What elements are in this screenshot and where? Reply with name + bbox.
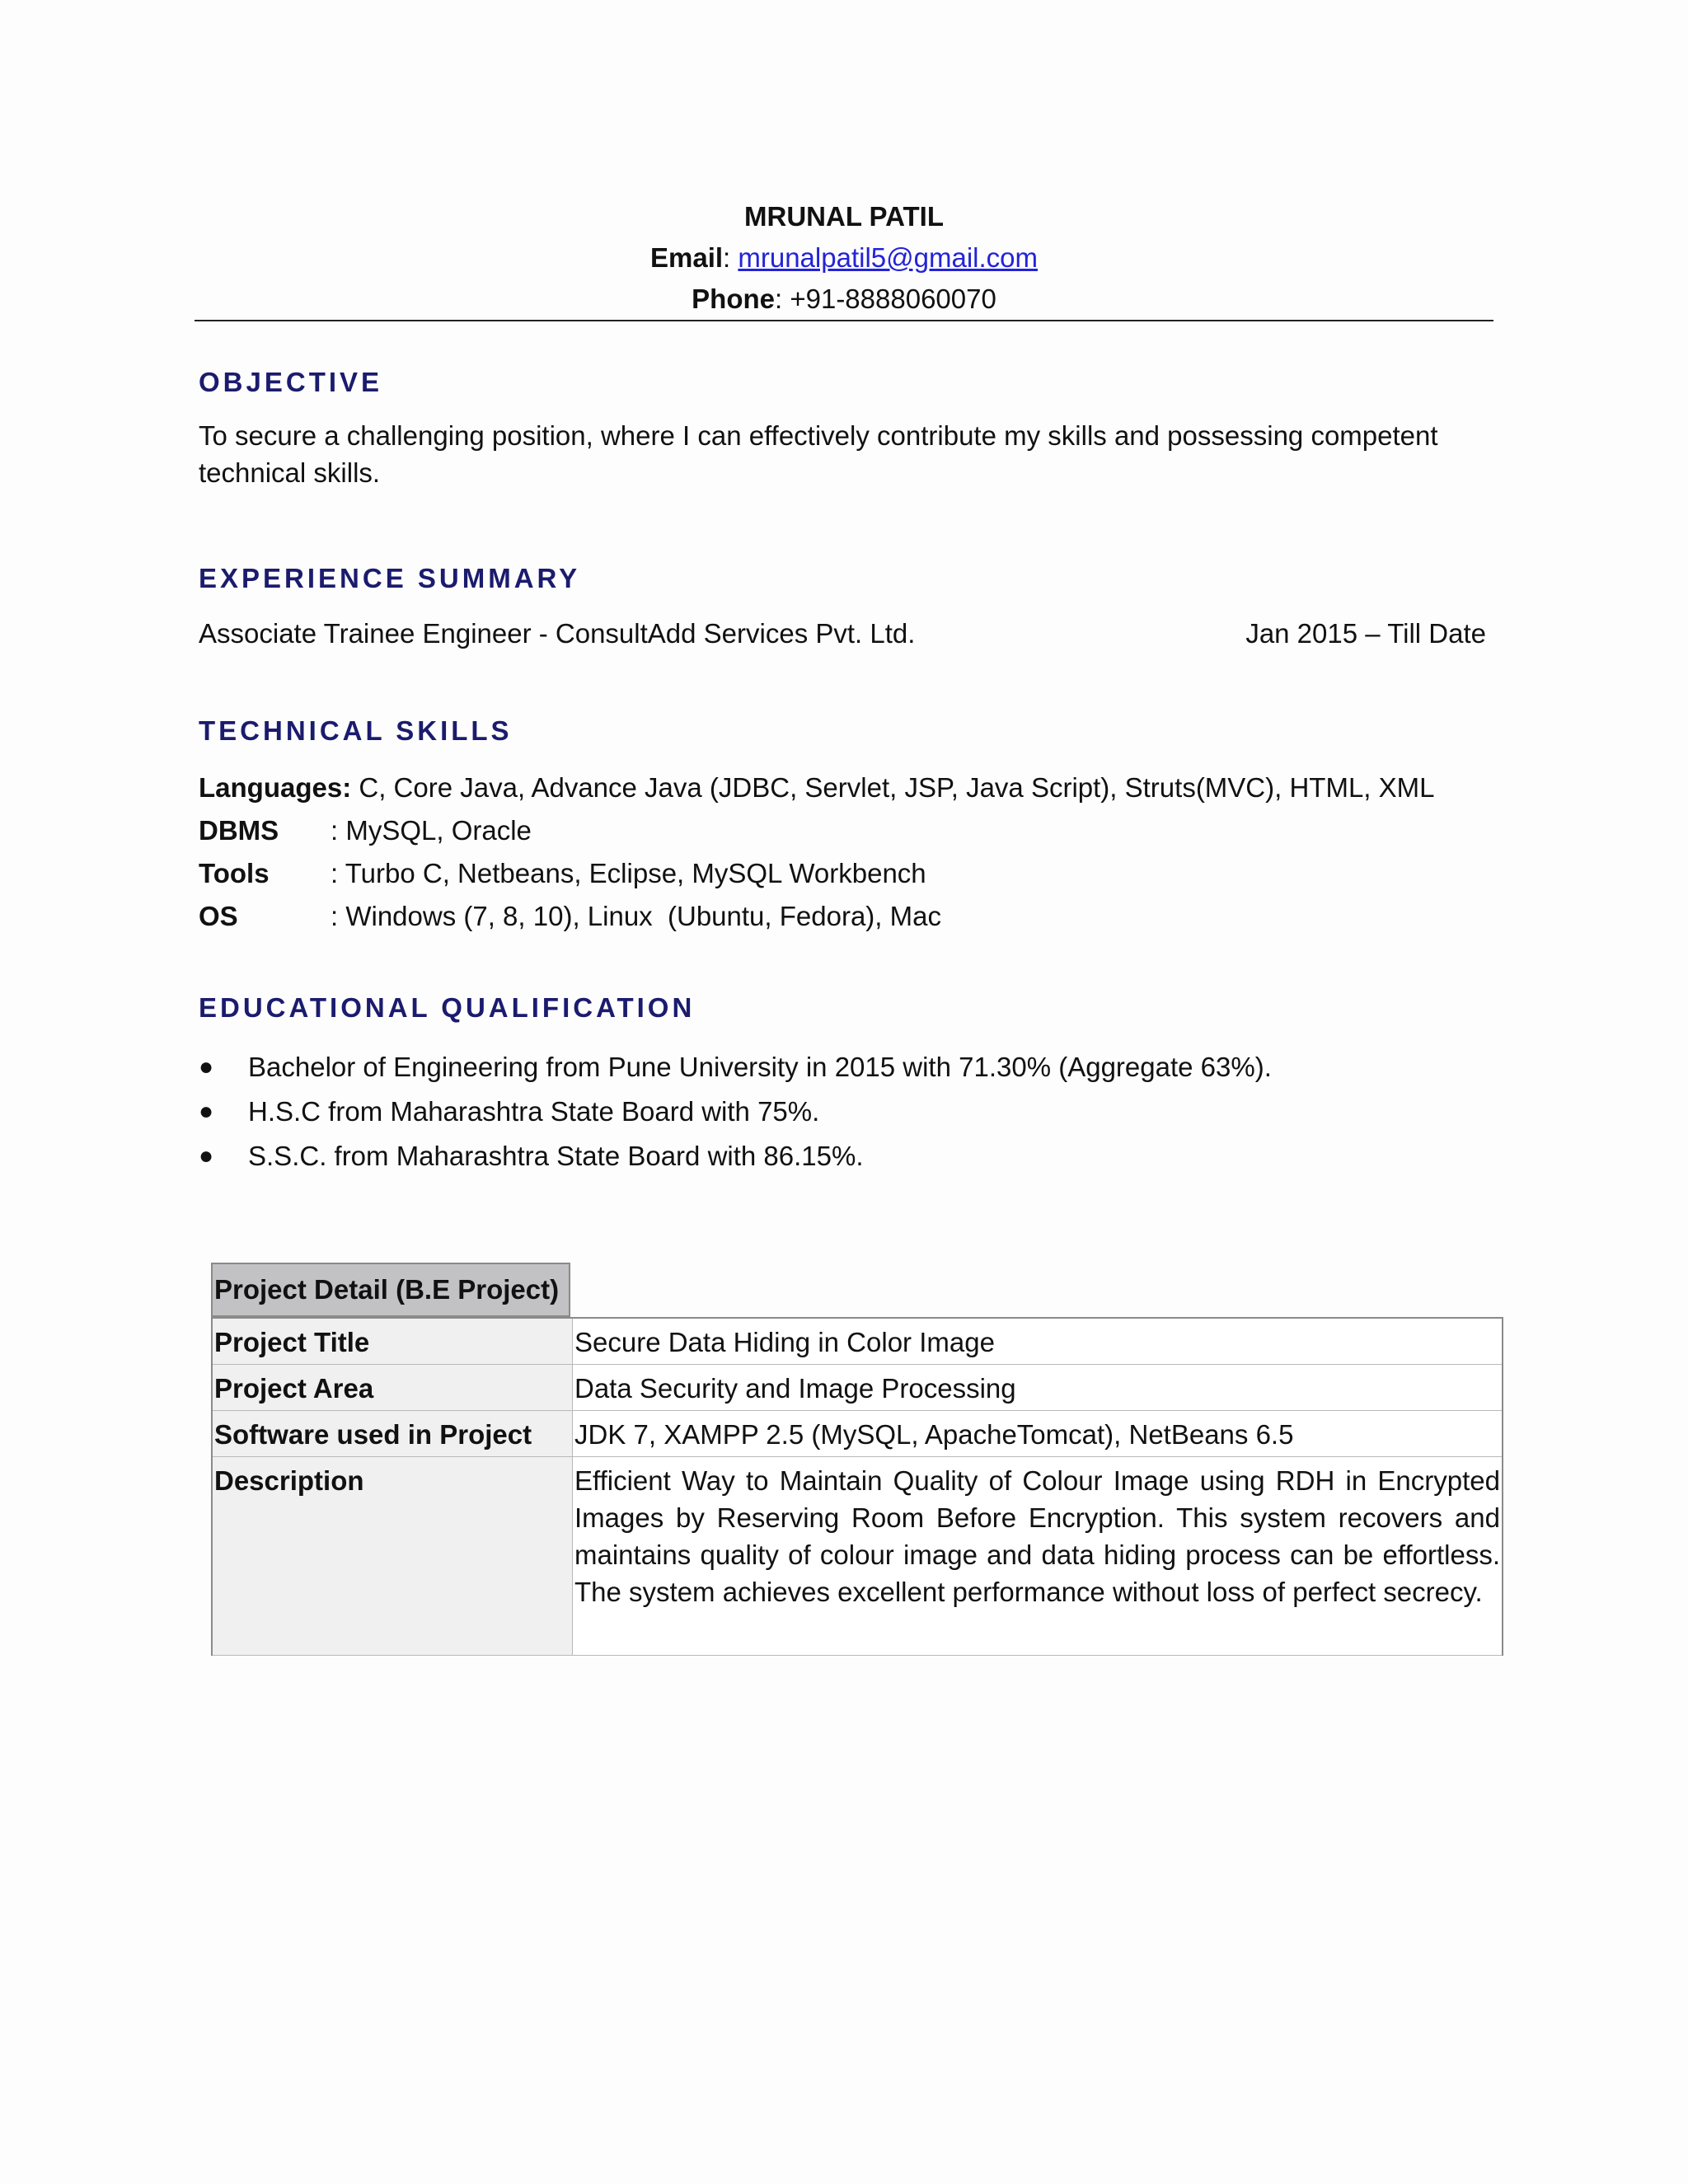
skill-key: Tools <box>199 858 270 888</box>
bullet-icon: ● <box>199 1098 214 1125</box>
skill-tools <box>199 852 1434 895</box>
skill-key: OS <box>199 901 238 931</box>
skill-dbms <box>199 809 1434 852</box>
resume-header <box>195 196 1493 320</box>
project-value: Secure Data Hiding in Color Image <box>573 1318 1503 1365</box>
project-key: Software used in Project <box>212 1411 573 1457</box>
project-value: Efficient Way to Maintain Quality of Colour Image using RDH in Encrypted Images by Reserving Room Before Encryption. This system recovers and maintains quality of colour image and data hiding process can be effortless. The system achieves excellent performance without loss of perfect secrecy. <box>573 1457 1503 1656</box>
skills-list <box>199 766 1434 938</box>
project-key: Project Title <box>212 1318 573 1365</box>
project-key: Description <box>212 1457 573 1656</box>
skill-value: : Windows (7, 8, 10), Linux (Ubuntu, Fedora), Mac <box>331 901 941 931</box>
project-value: JDK 7, XAMPP 2.5 (MySQL, ApacheTomcat), NetBeans 6.5 <box>573 1411 1503 1457</box>
phone-number: +91-8888060070 <box>790 284 996 314</box>
skill-value: : MySQL, Oracle <box>331 815 532 846</box>
email-line: Email: mrunalpatil5@gmail.com <box>649 242 1039 273</box>
objective-text: To secure a challenging position, where I can effectively contribute my skills and possessing competent technical skills. <box>199 420 1438 488</box>
email-link[interactable]: mrunalpatil5@gmail.com <box>738 242 1039 273</box>
project-table <box>211 1317 1503 1656</box>
experience-entry <box>199 618 1486 649</box>
experience-period: Jan 2015 – Till Date <box>1245 618 1486 649</box>
table-row <box>212 1318 1503 1365</box>
phone-line: Phone: +91-8888060070 <box>692 284 996 314</box>
skill-key: DBMS <box>199 815 279 846</box>
list-item: ● H.S.C from Maharashtra State Board with 75%. <box>199 1096 820 1127</box>
skills-title: TECHNICAL SKILLS <box>199 715 513 746</box>
project-value: Data Security and Image Processing <box>573 1365 1503 1411</box>
skill-value: C, Core Java, Advance Java (JDBC, Servlet, JSP, Java Script), Struts(MVC), HTML, XML <box>351 772 1435 803</box>
list-item: ● Bachelor of Engineering from Pune University in 2015 with 71.30% (Aggregate 63%). <box>199 1052 1272 1082</box>
education-list <box>199 1045 1272 1179</box>
bullet-icon: ● <box>199 1053 214 1080</box>
skill-languages <box>199 766 1434 809</box>
table-row <box>212 1457 1503 1656</box>
objective-title: OBJECTIVE <box>199 367 383 397</box>
table-row <box>212 1411 1503 1457</box>
bullet-icon: ● <box>199 1142 214 1169</box>
education-title: EDUCATIONAL QUALIFICATION <box>199 992 696 1023</box>
email-label: Email <box>649 242 724 273</box>
skill-key: Languages: <box>199 772 352 803</box>
experience-title: EXPERIENCE SUMMARY <box>199 563 581 593</box>
list-item: ● S.S.C. from Maharashtra State Board with 86.15%. <box>199 1141 864 1171</box>
skill-value: : Turbo C, Netbeans, Eclipse, MySQL Workbench <box>331 858 926 888</box>
skill-os <box>199 895 1434 938</box>
header-divider <box>195 320 1493 321</box>
project-detail-header: Project Detail (B.E Project) <box>211 1263 570 1317</box>
candidate-name: MRUNAL PATIL <box>744 201 944 232</box>
experience-role: Associate Trainee Engineer - ConsultAdd Services Pvt. Ltd. <box>199 618 916 649</box>
table-row <box>212 1365 1503 1411</box>
project-key: Project Area <box>212 1365 573 1411</box>
phone-label: Phone <box>692 284 775 314</box>
